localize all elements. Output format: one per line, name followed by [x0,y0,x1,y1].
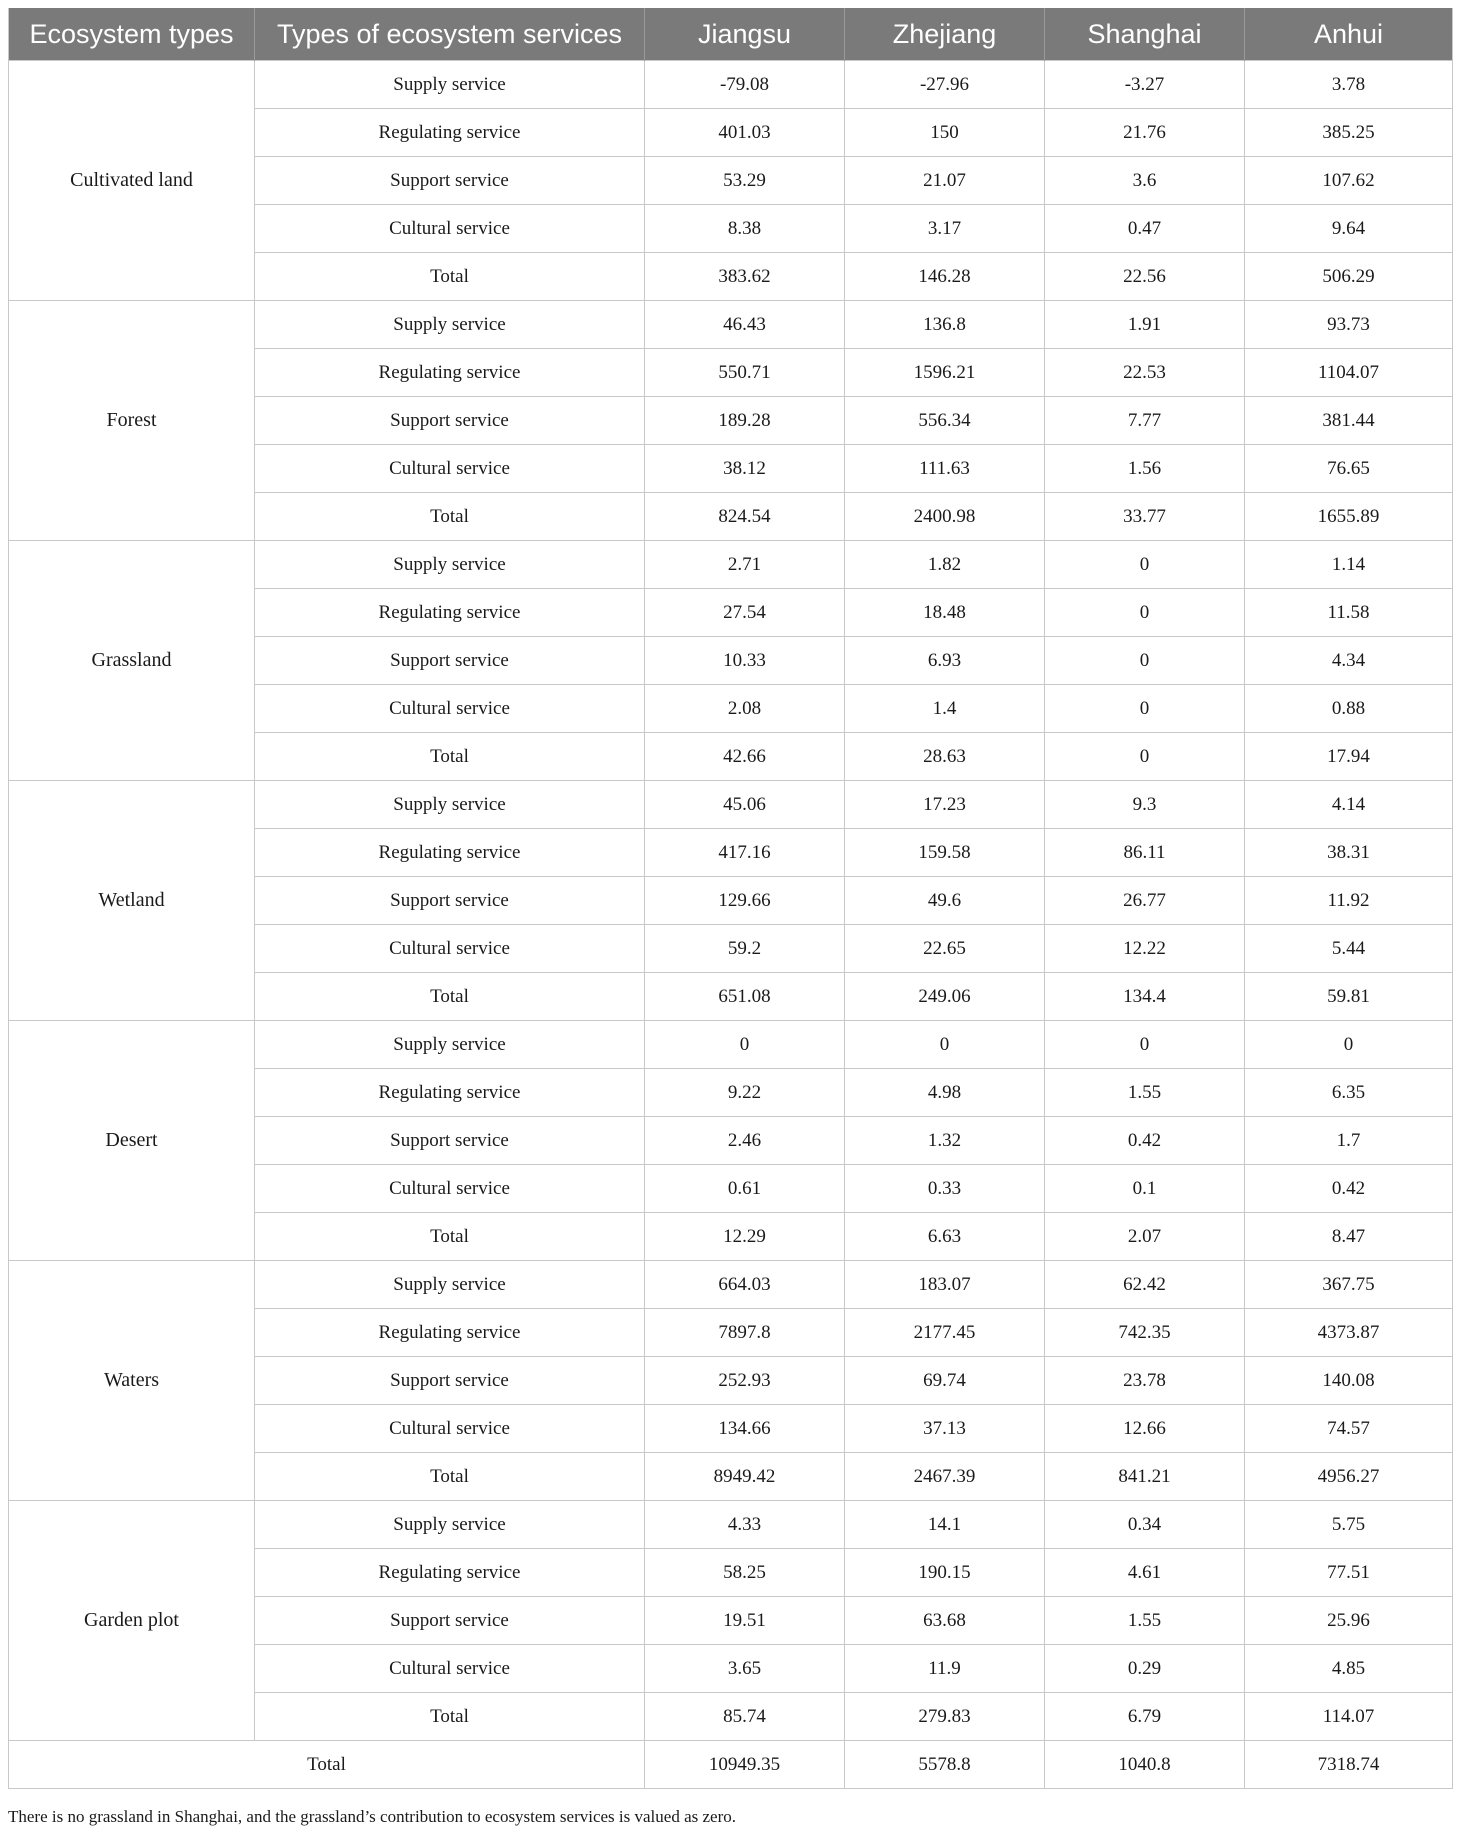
value-cell: 4.33 [645,1501,845,1549]
value-cell: 4.61 [1045,1549,1245,1597]
value-cell: 76.65 [1245,445,1453,493]
value-cell: 5.44 [1245,925,1453,973]
service-type-cell: Regulating service [255,349,645,397]
value-cell: 1655.89 [1245,493,1453,541]
header-ecosystem-types: Ecosystem types [9,8,255,61]
service-type-cell: Supply service [255,1021,645,1069]
header-anhui: Anhui [1245,8,1453,61]
value-cell: 6.63 [845,1213,1045,1261]
value-cell: 0 [1245,1021,1453,1069]
service-type-cell: Cultural service [255,1405,645,1453]
value-cell: 2.07 [1045,1213,1245,1261]
service-type-cell: Total [255,1693,645,1741]
value-cell: 383.62 [645,253,845,301]
value-cell: 59.2 [645,925,845,973]
value-cell: 2.46 [645,1117,845,1165]
value-cell: 4.98 [845,1069,1045,1117]
value-cell: 23.78 [1045,1357,1245,1405]
ecosystem-services-table [8,8,1453,1789]
value-cell: 6.93 [845,637,1045,685]
value-cell: 69.74 [845,1357,1045,1405]
value-cell: 0.33 [845,1165,1045,1213]
value-cell: 11.92 [1245,877,1453,925]
value-cell: 2.08 [645,685,845,733]
value-cell: 0 [1045,541,1245,589]
table-body [9,61,1453,1789]
grand-total-value: 7318.74 [1245,1741,1453,1789]
value-cell: 136.8 [845,301,1045,349]
value-cell: 9.22 [645,1069,845,1117]
value-cell: 381.44 [1245,397,1453,445]
value-cell: 28.63 [845,733,1045,781]
value-cell: -79.08 [645,61,845,109]
service-type-cell: Total [255,973,645,1021]
service-type-cell: Support service [255,877,645,925]
value-cell: 74.57 [1245,1405,1453,1453]
value-cell: 59.81 [1245,973,1453,1021]
service-type-cell: Regulating service [255,1309,645,1357]
value-cell: 22.65 [845,925,1045,973]
grand-total-label: Total [9,1741,645,1789]
value-cell: 77.51 [1245,1549,1453,1597]
table-row [9,1261,1453,1309]
ecosystem-type-cell: Desert [9,1021,255,1261]
value-cell: 150 [845,109,1045,157]
value-cell: 4.85 [1245,1645,1453,1693]
value-cell: 21.07 [845,157,1045,205]
grand-total-value: 5578.8 [845,1741,1045,1789]
value-cell: 4373.87 [1245,1309,1453,1357]
value-cell: 8.38 [645,205,845,253]
service-type-cell: Total [255,1453,645,1501]
value-cell: 19.51 [645,1597,845,1645]
value-cell: 134.66 [645,1405,845,1453]
value-cell: 42.66 [645,733,845,781]
value-cell: -27.96 [845,61,1045,109]
value-cell: 1.4 [845,685,1045,733]
value-cell: 0.34 [1045,1501,1245,1549]
value-cell: 10.33 [645,637,845,685]
value-cell: 367.75 [1245,1261,1453,1309]
value-cell: 2400.98 [845,493,1045,541]
value-cell: 17.94 [1245,733,1453,781]
service-type-cell: Regulating service [255,1069,645,1117]
value-cell: 3.6 [1045,157,1245,205]
grand-total-value: 1040.8 [1045,1741,1245,1789]
service-type-cell: Supply service [255,541,645,589]
value-cell: 38.31 [1245,829,1453,877]
value-cell: 0 [1045,733,1245,781]
table-row [9,1021,1453,1069]
service-type-cell: Regulating service [255,589,645,637]
service-type-cell: Cultural service [255,205,645,253]
service-type-cell: Regulating service [255,1549,645,1597]
value-cell: 742.35 [1045,1309,1245,1357]
value-cell: 506.29 [1245,253,1453,301]
value-cell: 0.29 [1045,1645,1245,1693]
service-type-cell: Total [255,253,645,301]
service-type-cell: Supply service [255,1261,645,1309]
service-type-cell: Support service [255,637,645,685]
value-cell: 1.56 [1045,445,1245,493]
value-cell: 86.11 [1045,829,1245,877]
value-cell: 38.12 [645,445,845,493]
value-cell: 4956.27 [1245,1453,1453,1501]
value-cell: 1104.07 [1245,349,1453,397]
value-cell: 6.35 [1245,1069,1453,1117]
value-cell: 189.28 [645,397,845,445]
value-cell: 26.77 [1045,877,1245,925]
value-cell: 0 [1045,685,1245,733]
value-cell: 1.55 [1045,1069,1245,1117]
value-cell: 2.71 [645,541,845,589]
header-service-types: Types of ecosystem services [255,8,645,61]
value-cell: 12.66 [1045,1405,1245,1453]
service-type-cell: Cultural service [255,445,645,493]
value-cell: 5.75 [1245,1501,1453,1549]
service-type-cell: Supply service [255,1501,645,1549]
value-cell: 9.64 [1245,205,1453,253]
service-type-cell: Regulating service [255,829,645,877]
value-cell: 146.28 [845,253,1045,301]
service-type-cell: Regulating service [255,109,645,157]
value-cell: 1.82 [845,541,1045,589]
value-cell: 134.4 [1045,973,1245,1021]
value-cell: 3.78 [1245,61,1453,109]
value-cell: 2467.39 [845,1453,1045,1501]
value-cell: 0 [845,1021,1045,1069]
table-row [9,301,1453,349]
service-type-cell: Support service [255,397,645,445]
value-cell: 25.96 [1245,1597,1453,1645]
value-cell: 183.07 [845,1261,1045,1309]
value-cell: -3.27 [1045,61,1245,109]
service-type-cell: Cultural service [255,1645,645,1693]
value-cell: 0.42 [1245,1165,1453,1213]
value-cell: 190.15 [845,1549,1045,1597]
value-cell: 1.7 [1245,1117,1453,1165]
value-cell: 111.63 [845,445,1045,493]
value-cell: 0 [1045,589,1245,637]
value-cell: 1.32 [845,1117,1045,1165]
value-cell: 22.53 [1045,349,1245,397]
value-cell: 85.74 [645,1693,845,1741]
table-row [9,61,1453,109]
value-cell: 45.06 [645,781,845,829]
value-cell: 18.48 [845,589,1045,637]
value-cell: 37.13 [845,1405,1045,1453]
value-cell: 12.22 [1045,925,1245,973]
grand-total-row [9,1741,1453,1789]
value-cell: 417.16 [645,829,845,877]
value-cell: 0.61 [645,1165,845,1213]
value-cell: 4.34 [1245,637,1453,685]
value-cell: 279.83 [845,1693,1045,1741]
value-cell: 0.88 [1245,685,1453,733]
value-cell: 14.1 [845,1501,1045,1549]
value-cell: 556.34 [845,397,1045,445]
value-cell: 53.29 [645,157,845,205]
value-cell: 17.23 [845,781,1045,829]
value-cell: 11.58 [1245,589,1453,637]
value-cell: 114.07 [1245,1693,1453,1741]
value-cell: 0 [1045,1021,1245,1069]
value-cell: 3.17 [845,205,1045,253]
ecosystem-type-cell: Wetland [9,781,255,1021]
value-cell: 385.25 [1245,109,1453,157]
value-cell: 0 [645,1021,845,1069]
value-cell: 1.91 [1045,301,1245,349]
service-type-cell: Supply service [255,61,645,109]
value-cell: 0.1 [1045,1165,1245,1213]
value-cell: 58.25 [645,1549,845,1597]
value-cell: 11.9 [845,1645,1045,1693]
value-cell: 62.42 [1045,1261,1245,1309]
value-cell: 651.08 [645,973,845,1021]
service-type-cell: Total [255,733,645,781]
value-cell: 8949.42 [645,1453,845,1501]
value-cell: 129.66 [645,877,845,925]
value-cell: 664.03 [645,1261,845,1309]
value-cell: 4.14 [1245,781,1453,829]
service-type-cell: Cultural service [255,1165,645,1213]
service-type-cell: Support service [255,1117,645,1165]
service-type-cell: Support service [255,1357,645,1405]
value-cell: 1596.21 [845,349,1045,397]
value-cell: 12.29 [645,1213,845,1261]
value-cell: 21.76 [1045,109,1245,157]
value-cell: 7897.8 [645,1309,845,1357]
value-cell: 27.54 [645,589,845,637]
table-footnote: There is no grassland in Shanghai, and the grassland’s contribution to ecosystem services is valued as zero. [8,1807,736,1826]
ecosystem-type-cell: Garden plot [9,1501,255,1741]
service-type-cell: Supply service [255,301,645,349]
value-cell: 0 [1045,637,1245,685]
service-type-cell: Cultural service [255,925,645,973]
value-cell: 22.56 [1045,253,1245,301]
table-row [9,541,1453,589]
value-cell: 6.79 [1045,1693,1245,1741]
value-cell: 93.73 [1245,301,1453,349]
service-type-cell: Support service [255,157,645,205]
value-cell: 550.71 [645,349,845,397]
value-cell: 46.43 [645,301,845,349]
ecosystem-type-cell: Forest [9,301,255,541]
value-cell: 2177.45 [845,1309,1045,1357]
value-cell: 8.47 [1245,1213,1453,1261]
table-row [9,781,1453,829]
value-cell: 7.77 [1045,397,1245,445]
service-type-cell: Total [255,493,645,541]
value-cell: 1.14 [1245,541,1453,589]
ecosystem-type-cell: Cultivated land [9,61,255,301]
ecosystem-type-cell: Waters [9,1261,255,1501]
value-cell: 252.93 [645,1357,845,1405]
service-type-cell: Total [255,1213,645,1261]
table-container [8,8,1452,1789]
header-row [9,8,1453,61]
value-cell: 0.47 [1045,205,1245,253]
value-cell: 140.08 [1245,1357,1453,1405]
ecosystem-type-cell: Grassland [9,541,255,781]
value-cell: 33.77 [1045,493,1245,541]
value-cell: 159.58 [845,829,1045,877]
table-row [9,1501,1453,1549]
header-zhejiang: Zhejiang [845,8,1045,61]
value-cell: 9.3 [1045,781,1245,829]
service-type-cell: Supply service [255,781,645,829]
value-cell: 0.42 [1045,1117,1245,1165]
header-jiangsu: Jiangsu [645,8,845,61]
value-cell: 841.21 [1045,1453,1245,1501]
value-cell: 107.62 [1245,157,1453,205]
grand-total-value: 10949.35 [645,1741,845,1789]
service-type-cell: Support service [255,1597,645,1645]
value-cell: 1.55 [1045,1597,1245,1645]
value-cell: 49.6 [845,877,1045,925]
value-cell: 3.65 [645,1645,845,1693]
value-cell: 401.03 [645,109,845,157]
value-cell: 63.68 [845,1597,1045,1645]
value-cell: 249.06 [845,973,1045,1021]
header-shanghai: Shanghai [1045,8,1245,61]
service-type-cell: Cultural service [255,685,645,733]
value-cell: 824.54 [645,493,845,541]
